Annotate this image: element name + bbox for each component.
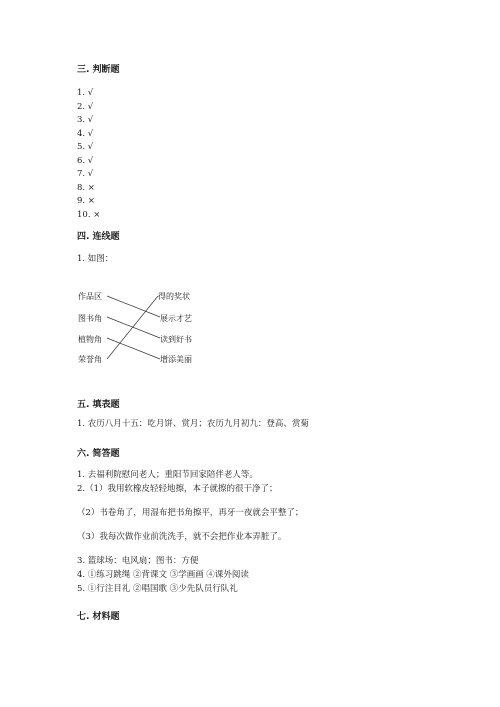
judgement-answer: 5. √ <box>77 142 94 152</box>
judgement-answer: 9. × <box>77 196 95 206</box>
judgement-answer: 7. √ <box>77 169 94 179</box>
judgement-answer: 3. √ <box>77 115 94 125</box>
judgement-answer: 4. √ <box>77 128 94 139</box>
short-answer-1: 1. 去福利院慰问老人；重阳节回家陪伴老人等。 <box>77 470 258 480</box>
matching-lines <box>70 283 220 373</box>
judgement-answer: 8. × <box>77 182 95 193</box>
matching-left-item: 作品区 <box>78 292 102 301</box>
match-line <box>107 338 160 359</box>
matching-left-item: 图书角 <box>78 314 102 323</box>
section-title-fill-table: 五. 填表题 <box>77 400 120 410</box>
judgement-answer: 6. √ <box>77 155 94 166</box>
matching-right-item: 得的奖状 <box>158 292 190 301</box>
matching-right-item: 增添美丽 <box>160 355 192 364</box>
judgement-answer: 1. √ <box>77 88 94 98</box>
judgement-answer-list <box>77 87 100 222</box>
matching-right-item: 读到好书 <box>160 335 192 344</box>
judgement-answer: 10. × <box>77 209 101 220</box>
matching-intro: 1. 如图： <box>77 254 114 264</box>
match-line <box>107 317 160 338</box>
judgement-answer: 2. √ <box>77 101 94 112</box>
section-title-judgement: 三. 判断题 <box>77 65 120 75</box>
fill-table-answer: 1. 农历八月十五：吃月饼、赏月；农历九月初九：登高、赏菊 <box>77 419 309 429</box>
section-title-short-answer: 六. 简答题 <box>77 449 120 459</box>
matching-left-item: 植物角 <box>78 335 102 344</box>
section-title-matching: 四. 连线题 <box>77 232 120 242</box>
short-answer-3: 3. 篮球场：电风扇；图书：方便 <box>77 556 199 566</box>
short-answer-2-3: （3）我每次做作业前洗洗手，就不会把作业本弄脏了。 <box>77 532 287 542</box>
match-line <box>107 296 160 317</box>
match-line <box>107 296 158 359</box>
matching-diagram <box>70 283 220 373</box>
matching-right-item: 展示才艺 <box>160 314 192 323</box>
short-answer-2-2: （2）书卷角了，用湿布把书角擦平，再牙一夜就会平整了； <box>77 508 304 518</box>
short-answer-5: 5. ①行注目礼 ②唱国歌 ③少先队员行队礼 <box>77 584 238 594</box>
short-answer-2-1: 2.（1）我用软橡皮轻轻地擦，本子就擦的很干净了； <box>77 484 278 494</box>
section-title-material: 七. 材料题 <box>77 612 120 622</box>
short-answer-4: 4. ①练习跳绳 ②背课文 ③学画画 ④课外阅读 <box>77 570 249 580</box>
matching-left-item: 荣誉角 <box>78 355 102 364</box>
